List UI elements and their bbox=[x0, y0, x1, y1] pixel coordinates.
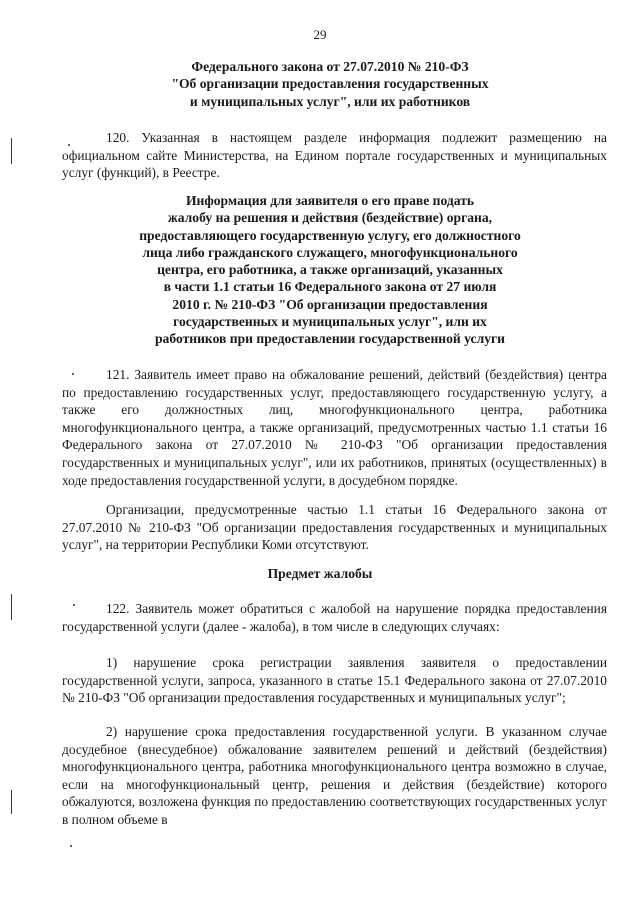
heading-line: центра, его работника, а также организаций, указанных bbox=[157, 262, 503, 278]
heading-line: и муниципальных услуг", или их работников bbox=[189, 93, 471, 109]
scan-dot bbox=[68, 144, 70, 146]
heading-line: жалобу на решения и действия (бездействие) органа, bbox=[167, 210, 493, 226]
section-heading-continued bbox=[60, 58, 600, 110]
heading-line: государственных и муниципальных услуг", или их bbox=[173, 314, 487, 330]
heading-line: лица либо гражданского служащего, многофункционального bbox=[142, 244, 518, 260]
heading-line: Федерального закона от 27.07.2010 № 210-ФЗ bbox=[191, 59, 469, 74]
page-number: 29 bbox=[313, 27, 327, 42]
scan-mark bbox=[11, 594, 12, 620]
list-item-2: 2) нарушение срока предоставления государственной услуги. В указанном случае досудебное (внесудебное) обжалование заявителем решений и действий (бездействия) многофункционального центра, работника многофункционального центра возможно в случае, если на многофункциональный центр, решения и действия (бездействие) которого обжалуются, возложена функция по предоставлению соответствующих государственных услуг в полном объеме в bbox=[62, 724, 607, 827]
section-heading-complaint-rights bbox=[60, 192, 600, 348]
scan-mark bbox=[11, 138, 12, 164]
list-item-1: 1) нарушение срока регистрации заявления заявителя о предоставлении государственной услуги, запроса, указанного в статье 15.1 Федерального закона от 27.07.2010 № 210-ФЗ "Об организации предоставления государственных и муниципальных услуг"; bbox=[62, 655, 607, 706]
heading-line: в части 1.1 статьи 16 Федерального закона от 27 июля bbox=[163, 279, 497, 295]
heading-line: предоставляющего государственную услугу, его должностного bbox=[139, 227, 521, 243]
scan-mark bbox=[11, 790, 12, 814]
subheading-complaint-subject: Предмет жалобы bbox=[267, 566, 373, 581]
scan-dot bbox=[70, 845, 72, 847]
scan-dot bbox=[73, 604, 75, 606]
paragraph-organizations: Организации, предусмотренные частью 1.1 статьи 16 Федерального закона от 27.07.2010 № 210-ФЗ "Об организации предоставления государственных и муниципальных услуг", на территории Республики Коми отсутствуют. bbox=[62, 502, 607, 553]
heading-line: Информация для заявителя о его праве подать bbox=[185, 193, 475, 208]
heading-line: 2010 г. № 210-ФЗ "Об организации предоставления bbox=[172, 296, 488, 312]
paragraph-122: 122. Заявитель может обратиться с жалобой на нарушение порядка предоставления государственной услуги (далее - жалоба), в том числе в следующих случаях: bbox=[62, 601, 607, 634]
heading-line: работников при предоставлении государственной услуги bbox=[155, 331, 505, 347]
scan-dot bbox=[72, 373, 74, 375]
paragraph-121: 121. Заявитель имеет право на обжалование решений, действий (бездействия) центра по предоставлению государственных услуг, предоставляющего государственную услугу, а также его должностных лиц, многофункционального центра, работника многофункционального центра, а также организаций, предусмотренных частью 1.1 статьи 16 Федерального закона от 27.07.2010 № 210-ФЗ "Об организации предоставления государственных и муниципальных услуг", или их работников, принятых (осуществленных) в ходе предоставления государственной услуги, в досудебном порядке. bbox=[62, 367, 607, 488]
paragraph-120: 120. Указанная в настоящем разделе информация подлежит размещению на официальном сайте Министерства, на Едином портале государственных и муниципальных услуг (функций), в Реестре. bbox=[62, 130, 607, 181]
heading-line: "Об организации предоставления государственных bbox=[171, 76, 489, 92]
